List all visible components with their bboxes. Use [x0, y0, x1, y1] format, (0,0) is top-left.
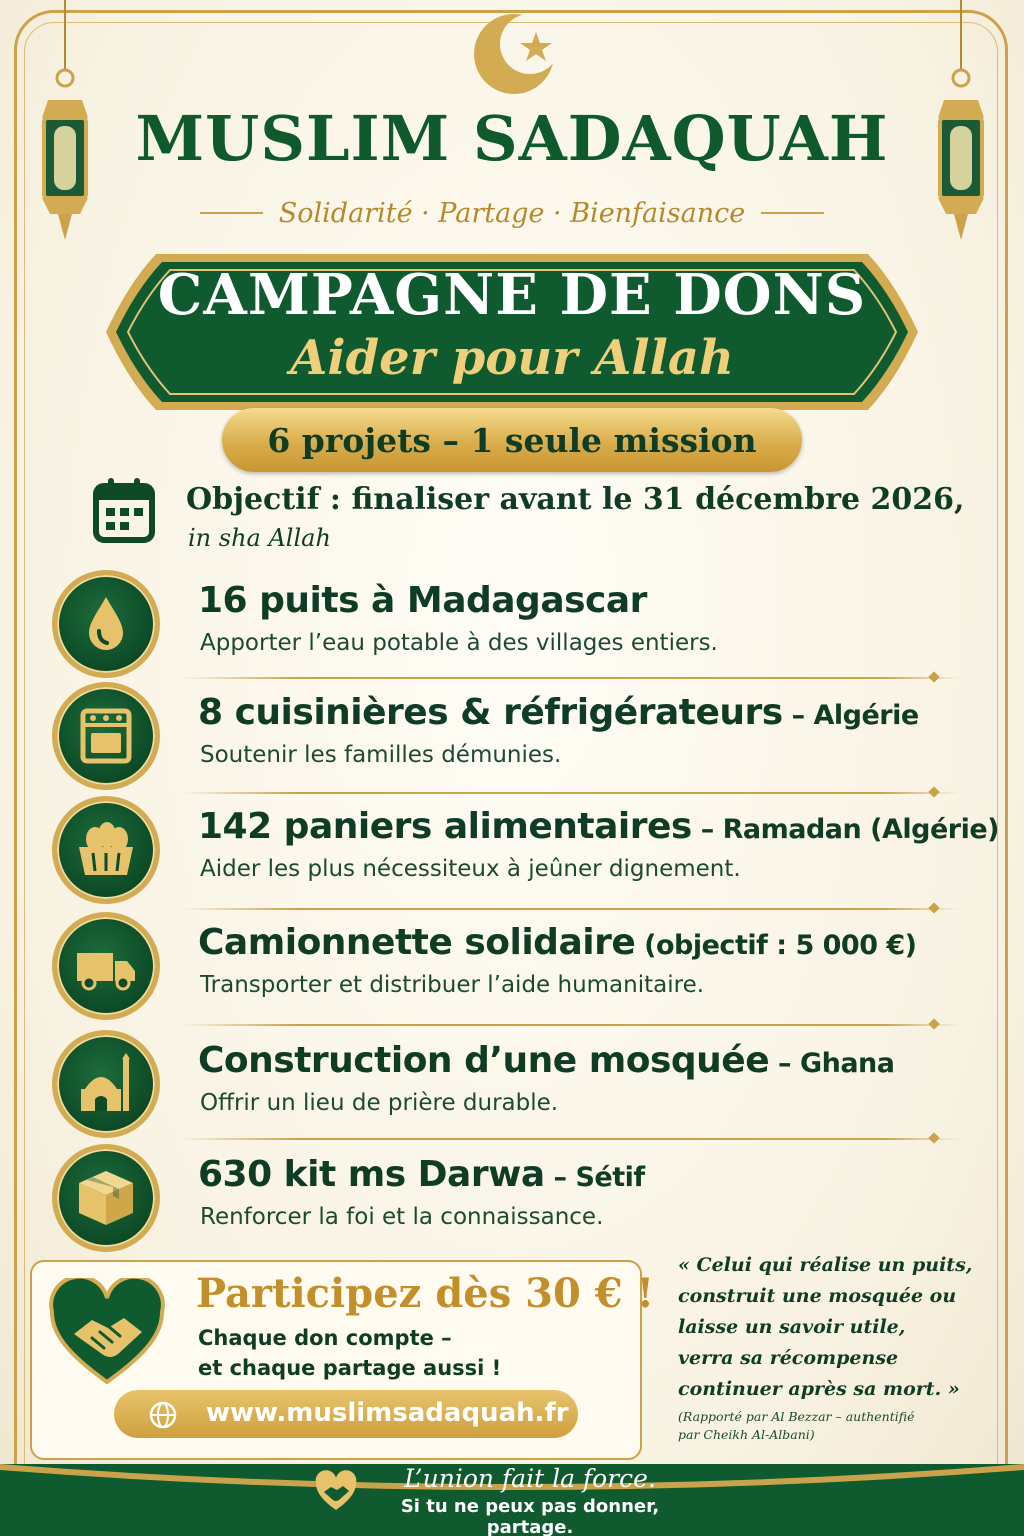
water-drop-icon: [75, 593, 137, 655]
calendar-icon: [92, 476, 156, 544]
footer-share: Si tu ne peux pas donner, partage.: [400, 1496, 660, 1536]
project-item: [52, 912, 992, 1022]
heart-handshake-icon: [314, 1470, 358, 1512]
project-title: Construction d’une mosquée – Ghana: [198, 1040, 895, 1081]
project-icon-circle: [52, 912, 160, 1020]
divider: [761, 212, 824, 214]
website-link[interactable]: www.muslimsadaquah.fr: [206, 1398, 569, 1428]
project-item: [52, 1144, 992, 1254]
project-icon-circle: [52, 1030, 160, 1138]
source-line: par Cheikh Al-Albani): [678, 1427, 815, 1442]
divider: [180, 677, 960, 679]
divider: [180, 908, 960, 910]
quote-line: verra sa récompense: [678, 1347, 899, 1369]
quote-line: « Celui qui réalise un puits,: [678, 1254, 973, 1276]
mosque-icon: [75, 1053, 137, 1115]
box-icon: [75, 1167, 137, 1229]
project-icon-circle: [52, 570, 160, 678]
hadith-source: [678, 1408, 978, 1444]
project-description: Offrir un lieu de prière durable.: [200, 1090, 559, 1116]
project-item: [52, 570, 992, 680]
project-icon-circle: [52, 1144, 160, 1252]
project-item: [52, 796, 999, 906]
project-icon-circle: [52, 682, 160, 790]
divider: [180, 1024, 960, 1026]
project-title: 630 kit ms Darwa – Sétif: [198, 1154, 645, 1195]
van-icon: [75, 935, 137, 997]
donate-line: Chaque don compte –: [198, 1326, 452, 1350]
objective-sub: in sha Allah: [188, 524, 331, 552]
mission-text: 6 projets – 1 seule mission: [267, 420, 757, 460]
project-title: 8 cuisinières & réfrigérateurs – Algérie: [198, 692, 919, 733]
project-description: Soutenir les familles démunies.: [200, 742, 562, 768]
campaign-title: CAMPAGNE DE DONS: [157, 262, 867, 328]
project-title: 142 paniers alimentaires – Ramadan (Algérie): [198, 806, 999, 847]
divider: [180, 792, 960, 794]
divider: [180, 1138, 960, 1140]
quote-line: laisse un savoir utile,: [678, 1316, 906, 1338]
project-description: Renforcer la foi et la connaissance.: [200, 1204, 604, 1230]
quote-line: continuer après sa mort. »: [678, 1378, 960, 1400]
footer-slogan: L’union fait la force.: [404, 1464, 656, 1493]
project-icon-circle: [52, 796, 160, 904]
project-description: Apporter l’eau potable à des villages entiers.: [200, 630, 718, 656]
quote-line: construit une mosquée ou: [678, 1285, 957, 1307]
tagline: Solidarité · Partage · Bienfaisance: [278, 197, 746, 229]
divider: [200, 212, 263, 214]
campaign-subtitle: Aider pour Allah: [290, 330, 734, 386]
globe-icon: [148, 1400, 178, 1430]
food-basket-icon: [75, 819, 137, 881]
project-item: [52, 1030, 992, 1140]
project-description: Transporter et distribuer l’aide humanitaire.: [200, 972, 705, 998]
crescent-star-icon: [470, 8, 570, 103]
tagline-row: [200, 193, 824, 233]
mission-pill: [222, 408, 802, 472]
project-title: 16 puits à Madagascar: [198, 580, 647, 621]
oven-icon: [75, 705, 137, 767]
hadith-quote: [678, 1250, 988, 1405]
brand-title: MUSLIM SADAQUAH: [135, 102, 889, 175]
heart-handshake-icon: [48, 1278, 166, 1388]
project-title: Camionnette solidaire (objectif : 5 000 €): [198, 922, 917, 963]
source-line: (Rapporté par Al Bezzar – authentifié: [678, 1409, 915, 1424]
project-description: Aider les plus nécessiteux à jeûner dignement.: [200, 856, 741, 882]
project-item: [52, 682, 992, 792]
objective-text: Objectif : finaliser avant le 31 décembre 2026,: [186, 482, 965, 517]
donate-line: et chaque partage aussi !: [198, 1356, 502, 1380]
donate-headline: Participez dès 30 € !: [196, 1270, 655, 1317]
